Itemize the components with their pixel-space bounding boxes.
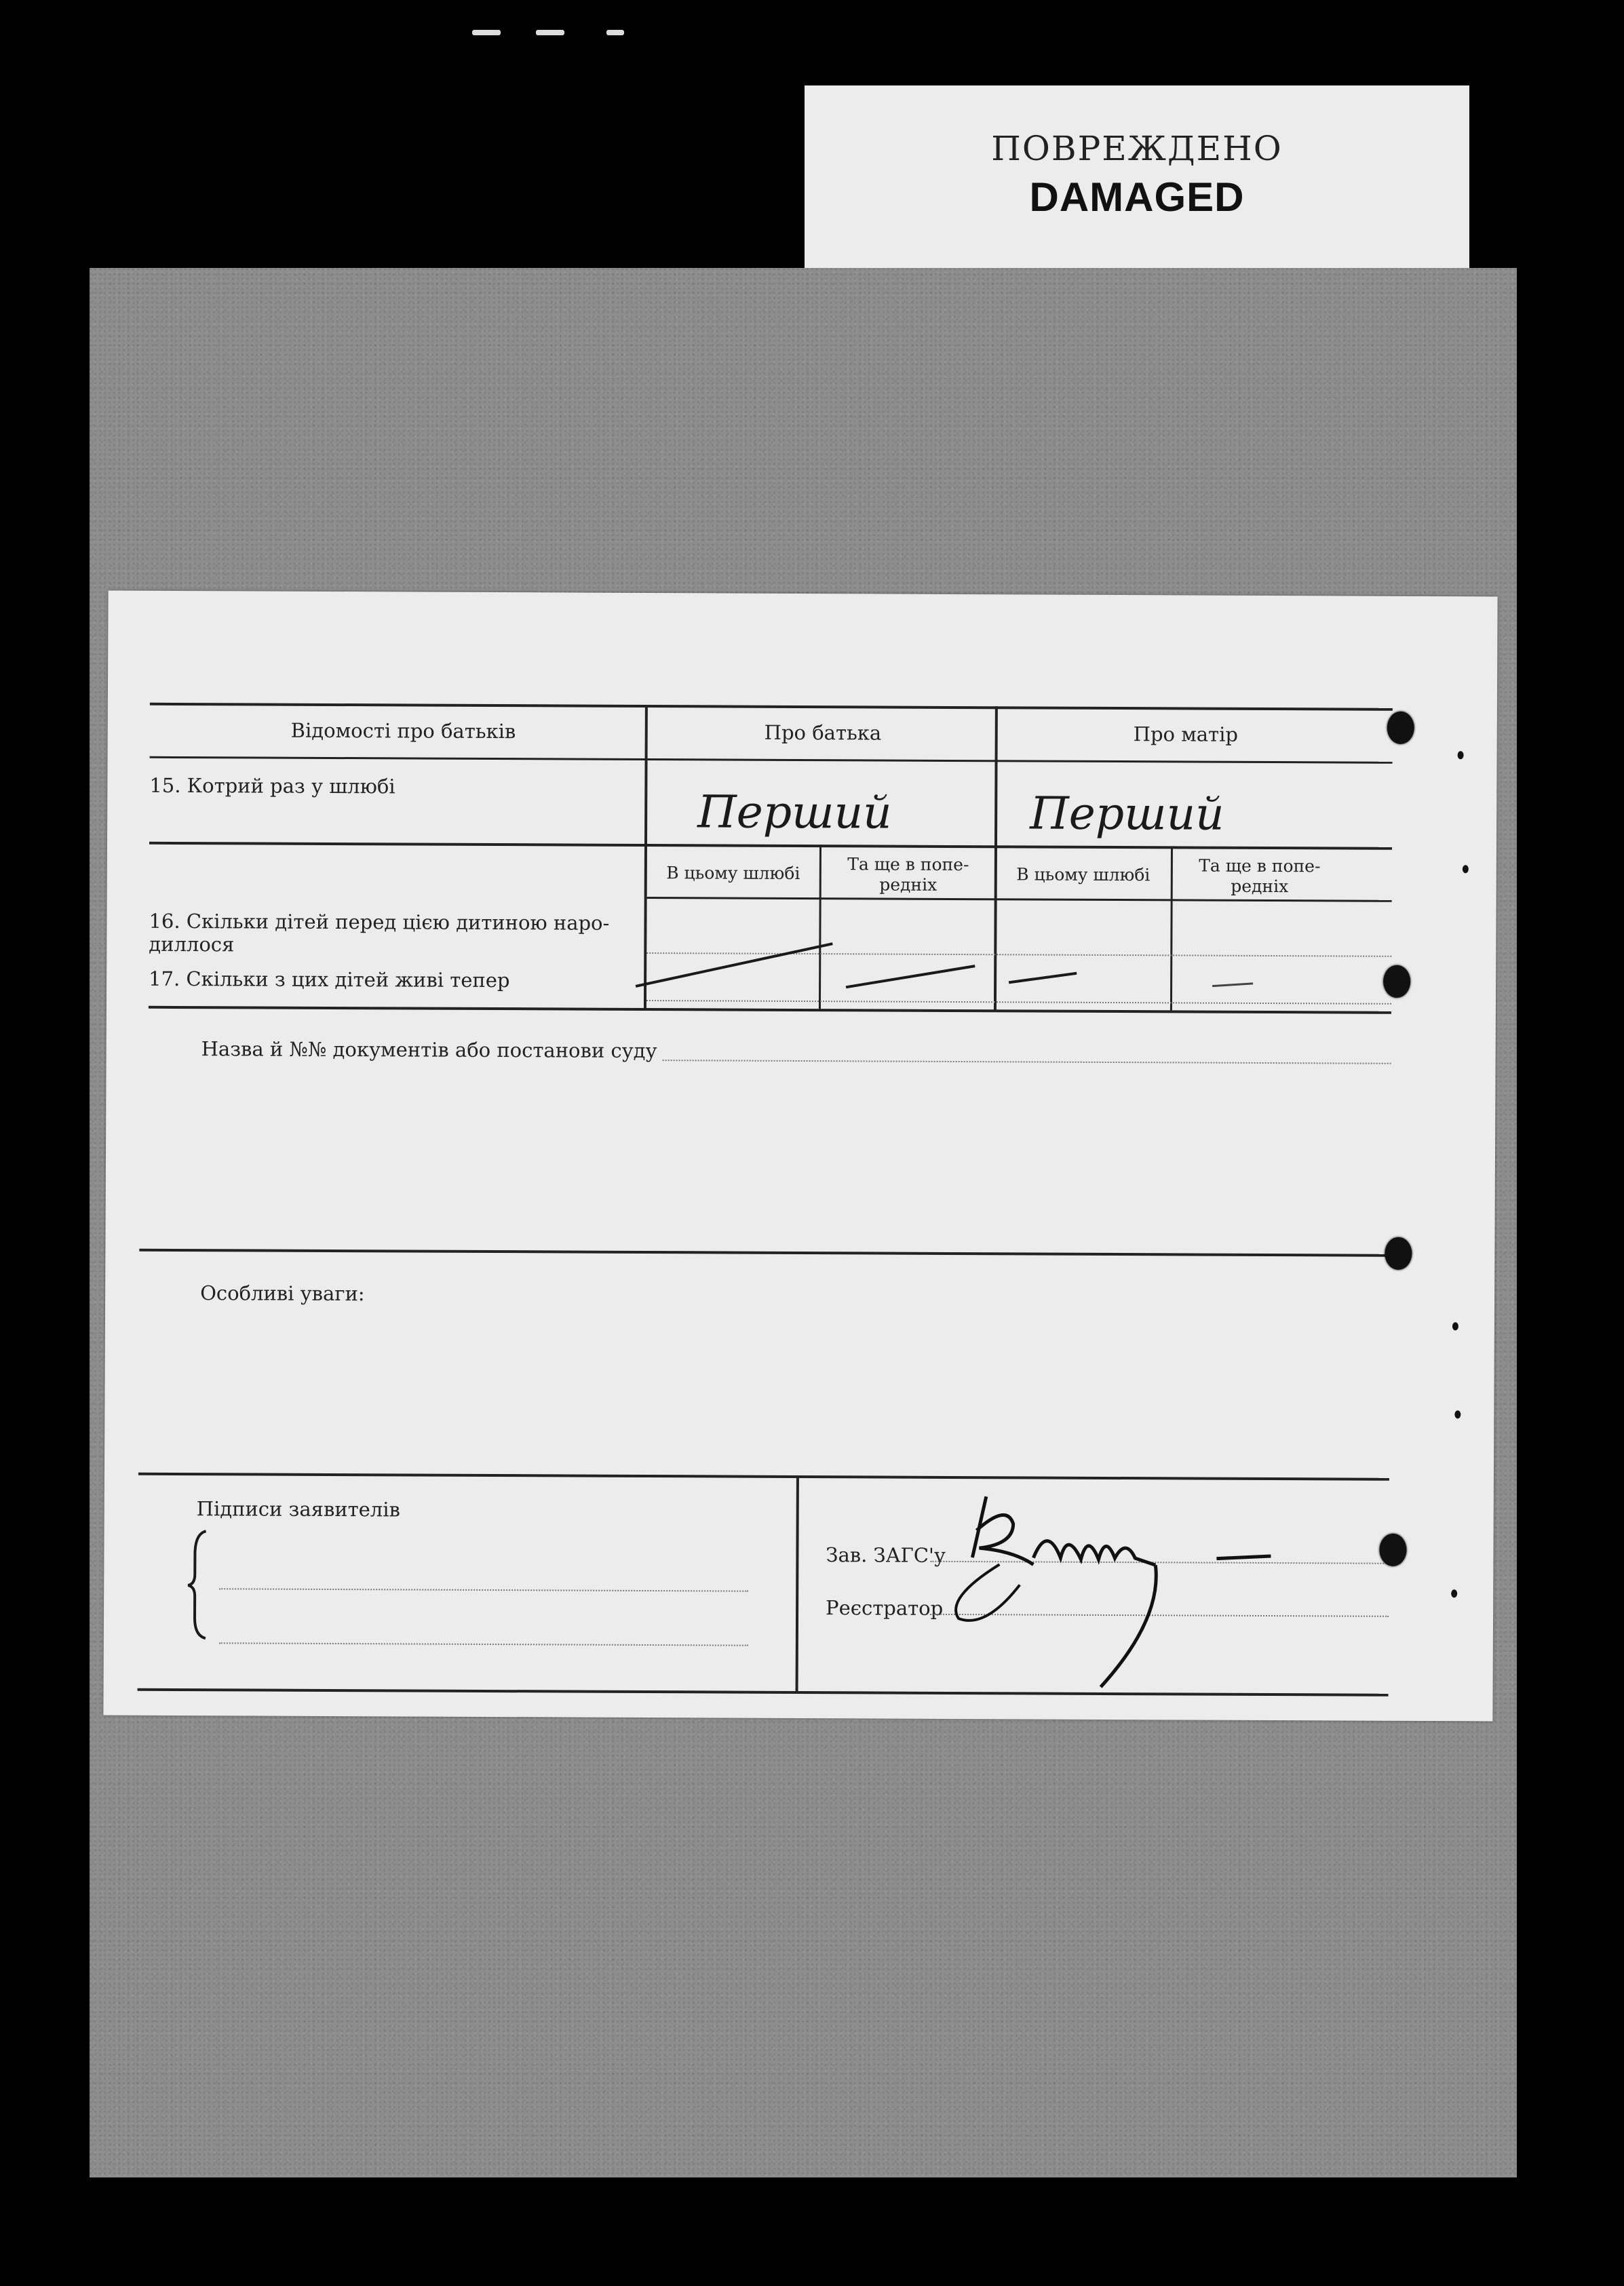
documents-dotted-line: [663, 1060, 1391, 1064]
header-bottom-rule: [150, 756, 1393, 764]
notes-bottom-rule: [138, 1473, 1389, 1481]
table-bottom-rule: [149, 1006, 1391, 1014]
row16-dash-strokes: [629, 905, 1389, 996]
sub-father-this-marriage: В цьому шлюбі: [666, 863, 800, 883]
applicants-bracket: [185, 1527, 213, 1642]
header-about-mother: Про матір: [1133, 722, 1239, 746]
documents-bottom-rule: [139, 1249, 1390, 1257]
row17-label: 17. Скільки з цих дітей живі тепер: [149, 967, 510, 992]
row17-dotted-line: [646, 1000, 1391, 1005]
damaged-label-ua: ПОВРЕЖДЕНО: [991, 129, 1283, 168]
row15-label: 15. Котрий раз у шлюбі: [149, 773, 395, 798]
row16-label: 16. Скільки дітей перед цією дитиною наро-диллося: [149, 909, 610, 956]
header-about-father: Про батька: [764, 720, 882, 745]
pin-mark-5: [1451, 1589, 1457, 1597]
table-top-rule: [150, 703, 1393, 711]
applicants-signatures-label: Підписи заявителів: [196, 1497, 400, 1522]
registrar-handwritten-signature: [931, 1483, 1312, 1694]
notes-label: Особливі уваги:: [200, 1281, 365, 1306]
pin-mark-1: [1458, 751, 1464, 759]
row15-mother-handwritten: Перший: [1030, 787, 1224, 840]
damaged-label-en: DAMAGED: [1029, 174, 1245, 220]
row15-bottom-rule: [149, 842, 1392, 850]
punch-hole-2: [1383, 965, 1410, 998]
documents-label: Назва й №№ документів або постанови суду: [201, 1037, 657, 1063]
damaged-label: [805, 85, 1469, 269]
sub-mother-previous: Та ще в попе-редніх: [1199, 855, 1321, 897]
subheader-bottom-rule: [647, 897, 1392, 902]
top-edge-marks: [468, 24, 638, 41]
registration-form-card: [103, 591, 1497, 1722]
header-parents-info: Відомості про батьків: [290, 718, 516, 743]
punch-hole-3: [1385, 1237, 1412, 1270]
row15-father-handwritten: Перший: [697, 786, 892, 839]
signature-divider: [796, 1475, 799, 1691]
registrar-label: Реєстратор: [826, 1596, 944, 1620]
sub-father-previous: Та ще в попе-редніх: [847, 854, 969, 895]
applicants-dotted-line-2: [219, 1642, 748, 1646]
sub-mother-this-marriage: В цьому шлюбі: [1016, 864, 1151, 885]
applicants-dotted-line-1: [219, 1588, 748, 1591]
head-zags-label: Зав. ЗАГС'у: [826, 1543, 946, 1567]
punch-hole-4: [1379, 1534, 1406, 1566]
pin-mark-2: [1463, 865, 1469, 873]
pin-mark-4: [1454, 1410, 1461, 1418]
punch-hole-1: [1387, 712, 1414, 744]
pin-mark-3: [1452, 1322, 1458, 1330]
